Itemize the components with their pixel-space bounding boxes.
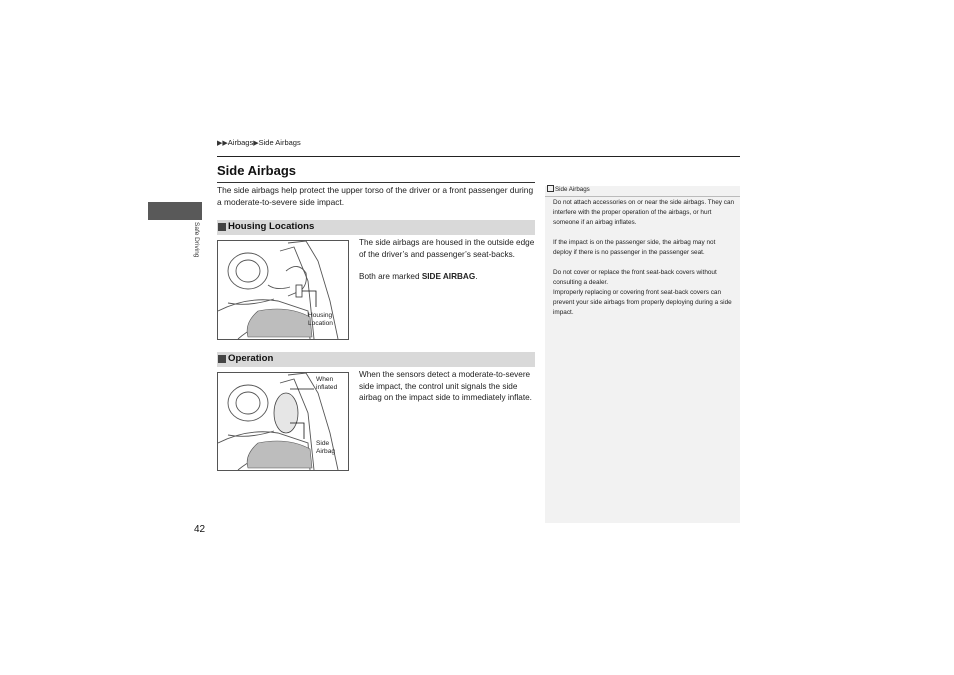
callout-when-inflated: When inflated	[316, 376, 338, 391]
note-divider	[545, 196, 740, 197]
callout-housing-location: Housing Location	[308, 312, 333, 327]
breadcrumb-link-side-airbags[interactable]: Side Airbags	[258, 138, 301, 147]
page-number: 42	[194, 524, 206, 535]
chapter-tab[interactable]	[148, 202, 202, 220]
note-icon	[547, 185, 554, 192]
breadcrumb-separator-icon: ▶	[253, 140, 259, 147]
breadcrumb-arrows-icon: ▶▶	[217, 140, 228, 147]
note-heading	[547, 186, 590, 193]
breadcrumb-link-airbags[interactable]: Airbags	[227, 138, 254, 147]
chapter-label: Safe Driving	[193, 222, 200, 258]
note-body	[553, 198, 735, 328]
side-airbag-marking: SIDE AIRBAG	[421, 272, 476, 282]
section-square-icon	[218, 223, 226, 231]
housing-location-illustration	[217, 240, 349, 340]
section-square-icon	[218, 355, 226, 363]
operation-paragraph: When the sensors detect a moderate-to-severe side impact, the control unit signals the side airbag on the impact side to immediately inflate.	[359, 370, 532, 403]
operation-text	[359, 369, 535, 415]
breadcrumb	[217, 138, 301, 147]
housing-paragraph-1: The side airbags are housed in the outside edge of the driver’s and passenger’s seat-backs.	[359, 238, 535, 259]
callout-side-airbag: Side Airbag	[316, 440, 336, 455]
note-heading-link[interactable]: Side Airbags	[555, 186, 590, 194]
title-divider	[217, 182, 535, 183]
intro-paragraph: The side airbags help protect the upper torso of the driver or a front passenger during a moderate-to-severe side impact.	[217, 185, 534, 207]
housing-locations-text	[359, 237, 535, 294]
section-heading-operation: Operation	[217, 352, 535, 367]
housing-paragraph-2: Both are marked SIDE AIRBAG.	[359, 272, 478, 282]
page-title: Side Airbags	[217, 163, 296, 178]
section-heading-housing-locations: Housing Locations	[217, 220, 535, 235]
note-paragraph-2: If the impact is on the passenger side, the airbag may not deploy if there is no passenger in the passenger seat.	[553, 239, 716, 256]
side-airbags-note-panel	[545, 186, 740, 523]
note-paragraph-3: Do not cover or replace the front seat-back covers without consulting a dealer. Improperly replacing or covering front seat-back covers can prevent your side airbags from properly deploying during a side impact.	[553, 269, 732, 316]
top-divider	[217, 156, 740, 157]
note-paragraph-1: Do not attach accessories on or near the side airbags. They can interfere with the proper operation of the airbags, or hurt someone if an airbag inflates.	[553, 199, 735, 226]
operation-illustration	[217, 372, 349, 471]
